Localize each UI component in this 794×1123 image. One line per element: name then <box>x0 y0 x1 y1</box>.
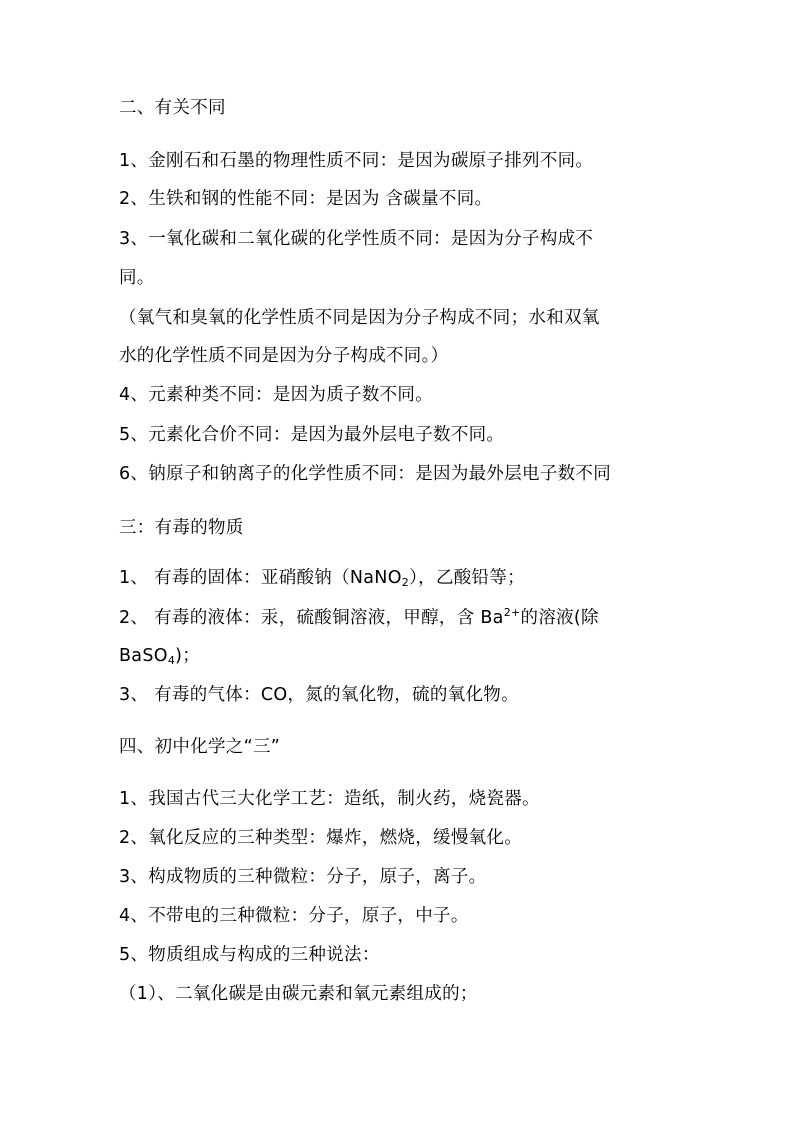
list-item-toxic-liquids <box>119 606 599 630</box>
list-item: 4、不带电的三种微粒：分子，原子，中子。 <box>119 906 469 926</box>
list-item: 1、我国古代三大化学工艺：造纸，制火药，烧瓷器。 <box>119 789 540 809</box>
list-item: 3、一氧化碳和二氧化碳的化学性质不同：是因为分子构成不 <box>119 229 594 249</box>
text-segment: )； <box>175 646 201 666</box>
text-segment: ），乙酸铅等； <box>409 568 525 588</box>
note-paragraph: （氧气和臭氧的化学性质不同是因为分子构成不同；水和双氧 <box>119 308 600 328</box>
superscript: 2+ <box>503 606 521 619</box>
subscript: 4 <box>167 654 176 667</box>
section-heading-differences: 二、有关不同 <box>119 98 226 118</box>
section-heading-chemistry-threes: 四、初中化学之“三” <box>119 737 281 757</box>
text-segment: 1、 有毒的固体：亚硝酸钠（NaNO <box>119 568 402 588</box>
list-item-toxic-solids <box>119 566 525 590</box>
sub-list-item: （1）、二氧化碳是由碳元素和氧元素组成的； <box>119 984 478 1004</box>
list-item: 5、物质组成与构成的三种说法： <box>119 945 380 965</box>
list-item: 3、构成物质的三种微粒：分子，原子，离子。 <box>119 867 487 887</box>
note-paragraph-continuation: 水的化学性质不同是因为分子构成不同。） <box>119 346 449 366</box>
list-item: 6、钠原子和钠离子的化学性质不同：是因为最外层电子数不同 <box>119 464 612 484</box>
text-segment: BaSO <box>119 646 168 666</box>
list-item: 4、元素种类不同：是因为质子数不同。 <box>119 385 434 405</box>
list-item-continuation <box>119 644 200 668</box>
list-item: 1、金刚石和石墨的物理性质不同：是因为碳原子排列不同。 <box>119 151 594 171</box>
subscript: 2 <box>401 576 410 589</box>
list-item-continuation: 同。 <box>119 268 155 288</box>
section-heading-toxic-substances: 三：有毒的物质 <box>119 518 244 538</box>
list-item: 5、元素化合价不同：是因为最外层电子数不同。 <box>119 425 505 445</box>
list-item: 2、生铁和钢的性能不同：是因为 含碳量不同。 <box>119 189 493 209</box>
text-segment: 2、 有毒的液体：汞，硫酸铜溶液，甲醇，含 Ba <box>119 608 504 628</box>
text-segment: 的溶液(除 <box>520 608 599 628</box>
list-item: 2、氧化反应的三种类型：爆炸，燃烧，缓慢氧化。 <box>119 828 523 848</box>
list-item-toxic-gases: 3、 有毒的气体：CO，氮的氧化物，硫的氧化物。 <box>119 685 519 705</box>
